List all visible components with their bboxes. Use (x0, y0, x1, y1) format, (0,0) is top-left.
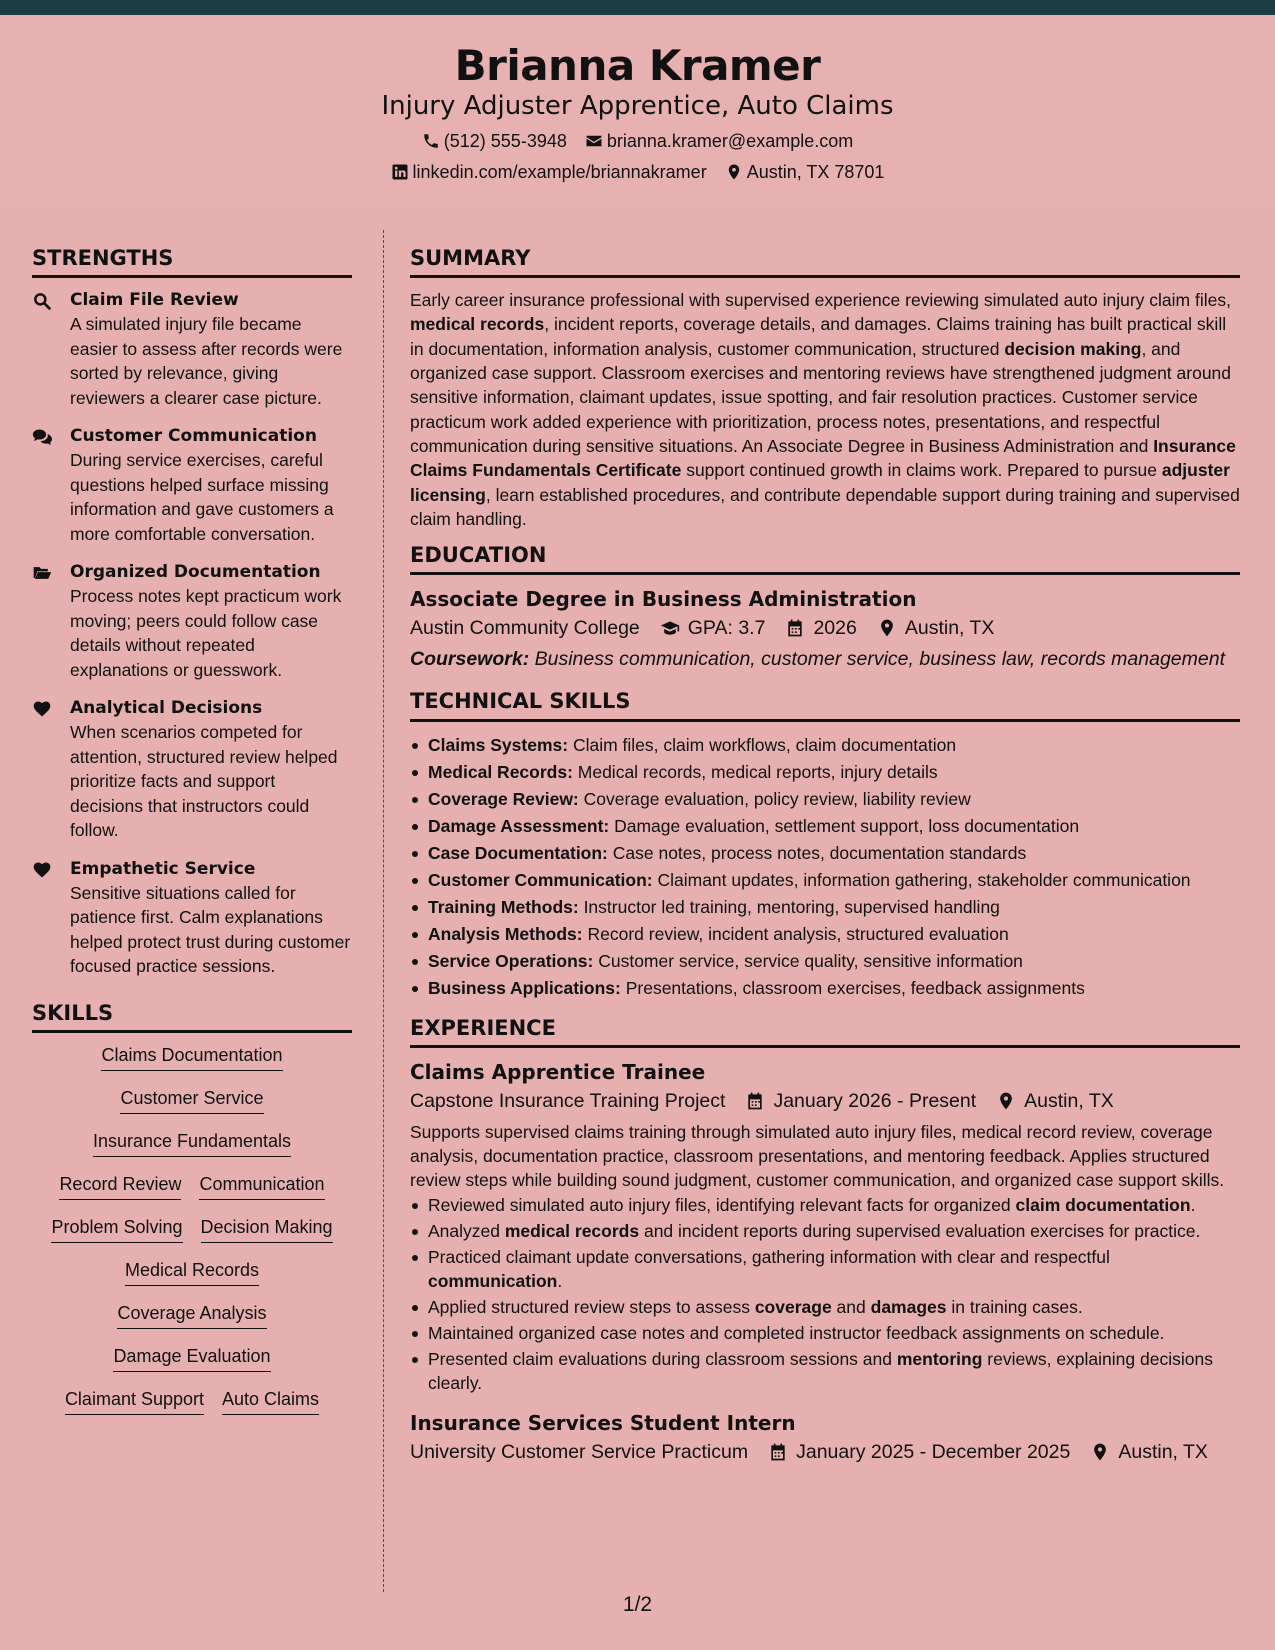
summary-fragment: , learn established procedures, and contribute dependable support during training and supervised claim handling. (410, 484, 1240, 529)
summary-emphasis: medical records (410, 314, 545, 335)
column-divider (383, 230, 384, 1592)
job-organization: Capstone Insurance Training Project (410, 1089, 726, 1112)
skill-tag: Coverage Analysis (117, 1301, 266, 1329)
technical-skill-label: Service Operations: (428, 950, 594, 971)
technical-skill-value: Claimant updates, information gathering, stakeholder communication (652, 869, 1191, 890)
page-number: 1/2 (622, 1593, 653, 1616)
strength-description: During service exercises, careful questions helped surface missing information and gave customers a more comfortable conversation. (70, 450, 334, 544)
bullet-fragment: in training cases. (946, 1296, 1083, 1317)
summary-fragment: , incident reports, coverage details, and damages. Claims training has built practical skill in documentation, information analysis, customer communication, structured (410, 314, 1227, 359)
strengths-heading: STRENGTHS (32, 246, 352, 278)
job-meta (410, 1437, 1240, 1467)
bullet-emphasis: claim documentation (1015, 1194, 1191, 1215)
job-dates: January 2025 - December 2025 (796, 1440, 1071, 1463)
skill-tag: Claims Documentation (101, 1043, 282, 1071)
search-icon (32, 291, 52, 311)
technical-skill-label: Analysis Methods: (428, 923, 583, 944)
skill-row (32, 1301, 352, 1329)
strength-description: When scenarios competed for attention, structured review helped prioritize facts and support decisions that instructors could follow. (70, 722, 338, 841)
technical-skill-item (410, 786, 1240, 813)
experience-list (410, 1058, 1240, 1467)
job-bullet (410, 1321, 1240, 1345)
technical-skill-value: Presentations, classroom exercises, feedback assignments (620, 977, 1085, 998)
technical-skills-heading: TECHNICAL SKILLS (410, 689, 1240, 721)
strength-item (32, 857, 352, 979)
skill-row (32, 1344, 352, 1372)
calendar-icon (745, 1091, 765, 1111)
experience-heading: EXPERIENCE (410, 1016, 1240, 1048)
technical-skill-item (410, 948, 1240, 975)
phone-icon (422, 132, 440, 150)
calendar-icon (768, 1442, 788, 1462)
job-location: Austin, TX (1118, 1440, 1208, 1463)
technical-skill-item (410, 759, 1240, 786)
strength-body (70, 424, 352, 546)
skills-list (32, 1043, 352, 1415)
summary-emphasis: adjuster licensing (410, 460, 1230, 505)
job-title: Insurance Services Student Intern (410, 1410, 796, 1435)
technical-skill-value: Claim files, claim workflows, claim documentation (568, 734, 957, 755)
skill-tag: Claimant Support (65, 1387, 204, 1415)
map-pin-icon (996, 1091, 1016, 1111)
experience-entry (410, 1058, 1240, 1395)
bullet-fragment: Analyzed (428, 1220, 505, 1241)
technical-skill-label: Coverage Review: (428, 788, 579, 809)
job-bullet (410, 1347, 1240, 1395)
linkedin-icon (391, 163, 409, 181)
skill-tag: Decision Making (201, 1215, 333, 1243)
skill-tag: Record Review (59, 1172, 181, 1200)
strength-item (32, 696, 352, 843)
resume-header (0, 15, 1275, 205)
graduation-year: 2026 (813, 617, 857, 640)
education-location: Austin, TX (904, 617, 995, 640)
bullet-fragment: Applied structured review steps to assess (428, 1296, 755, 1317)
technical-skill-value: Coverage evaluation, policy review, liability review (578, 788, 971, 809)
strength-item (32, 424, 352, 546)
location-text: Austin, TX 78701 (746, 162, 885, 183)
technical-skill-label: Customer Communication: (428, 869, 653, 890)
technical-skill-label: Training Methods: (428, 896, 579, 917)
technical-skills-list (410, 732, 1240, 1002)
technical-skill-value: Record review, incident analysis, structured evaluation (582, 923, 1009, 944)
summary-heading: SUMMARY (410, 246, 1240, 278)
strength-title: Analytical Decisions (70, 698, 263, 719)
technical-skill-label: Damage Assessment: (428, 815, 610, 836)
job-dates: January 2026 - Present (773, 1089, 977, 1112)
strength-title: Claim File Review (70, 290, 239, 311)
technical-skill-item (410, 732, 1240, 759)
job-organization: University Customer Service Practicum (410, 1440, 749, 1463)
candidate-title: Injury Adjuster Apprentice, Auto Claims (381, 91, 894, 122)
skill-row (32, 1129, 352, 1157)
map-pin-icon (725, 163, 743, 181)
gpa-text: GPA: 3.7 (687, 617, 766, 640)
coursework-text: Business communication, customer service, business law, records management (529, 648, 1226, 671)
technical-skill-item (410, 894, 1240, 921)
coursework-label: Coursework: (410, 648, 530, 671)
strength-body (70, 560, 352, 682)
technical-skill-value: Instructor led training, mentoring, supervised handling (578, 896, 1000, 917)
bullet-emphasis: mentoring (896, 1348, 983, 1369)
strength-icon-cell (32, 696, 70, 843)
job-bullet (410, 1193, 1240, 1217)
technical-skill-label: Medical Records: (428, 761, 573, 782)
job-title: Claims Apprentice Trainee (410, 1059, 706, 1084)
skill-tag: Insurance Fundamentals (93, 1129, 291, 1157)
technical-skill-item (410, 921, 1240, 948)
phone-item (422, 129, 567, 153)
linkedin-item[interactable] (391, 160, 707, 184)
job-description: Supports supervised claims training through simulated auto injury files, medical record review, coverage analysis, documentation practice, classroom presentations, and mentoring feedback. Applies structured review steps while building sound judgment, customer communication, and organized case support skills. (410, 1121, 1225, 1191)
strength-item (32, 560, 352, 682)
technical-skill-label: Case Documentation: (428, 842, 608, 863)
coursework (410, 647, 1240, 671)
bullet-fragment: Reviewed simulated auto injury files, identifying relevant facts for organized (428, 1194, 1016, 1215)
skill-row (32, 1215, 352, 1243)
job-bullet (410, 1219, 1240, 1243)
bullet-fragment: . (557, 1270, 563, 1291)
experience-entry (410, 1409, 1240, 1467)
summary-fragment: support continued growth in claims work. Prepared to pursue (681, 460, 1162, 481)
strength-description: A simulated injury file became easier to assess after records were sorted by relevance, giving reviewers a clearer case picture. (70, 314, 343, 408)
skill-row (32, 1172, 352, 1200)
skill-tag: Customer Service (120, 1086, 263, 1114)
bullet-fragment: . (1190, 1194, 1196, 1215)
right-column (410, 246, 1240, 1467)
summary-emphasis: Insurance Claims Fundamentals Certificate (410, 435, 1236, 481)
skill-tag: Communication (199, 1172, 324, 1200)
technical-skill-item (410, 867, 1240, 894)
strength-body (70, 288, 352, 410)
technical-skill-value: Case notes, process notes, documentation standards (607, 842, 1027, 863)
strength-icon-cell (32, 560, 70, 682)
summary-text (410, 288, 1240, 531)
strength-body (70, 696, 352, 843)
strength-title: Empathetic Service (70, 858, 256, 879)
strength-description: Sensitive situations called for patience first. Calm explanations helped protect trust during customer focused practice sessions. (70, 882, 351, 977)
skill-row (32, 1258, 352, 1286)
summary-fragment: Early career insurance professional with supervised experience reviewing simulated auto injury claim files, (410, 290, 1231, 311)
technical-skill-item (410, 840, 1240, 867)
strength-icon-cell (32, 424, 70, 546)
folder-open-icon (32, 563, 52, 583)
comments-icon (32, 427, 52, 447)
linkedin-text: linkedin.com/example/briannakramer (412, 162, 707, 183)
location-item (725, 160, 885, 184)
bullet-fragment: and incident reports during supervised evaluation exercises for practice. (639, 1220, 1201, 1241)
bullet-fragment: Presented claim evaluations during classroom sessions and (428, 1348, 897, 1369)
skill-tag: Problem Solving (51, 1215, 182, 1243)
heart-icon (32, 699, 52, 719)
skill-tag: Medical Records (125, 1258, 259, 1286)
bullet-emphasis: coverage (754, 1296, 832, 1317)
bullet-fragment: reviews, explaining decisions clearly. (428, 1348, 1213, 1393)
skill-tag: Auto Claims (222, 1387, 319, 1415)
skill-row (32, 1043, 352, 1071)
technical-skill-label: Claims Systems: (428, 734, 569, 755)
strength-title: Organized Documentation (70, 562, 321, 583)
map-pin-icon (1090, 1442, 1110, 1462)
school-name: Austin Community College (410, 617, 640, 640)
education-meta (410, 613, 1240, 643)
strengths-list (32, 288, 352, 979)
candidate-name: Brianna Kramer (454, 41, 821, 90)
strength-body (70, 857, 352, 979)
calendar-icon (785, 618, 805, 638)
job-bullet (410, 1245, 1240, 1293)
job-meta (410, 1086, 1240, 1116)
strength-description: Process notes kept practicum work moving; peers could follow case details without repeated explanations or guesswork. (70, 586, 342, 680)
bullet-fragment: and (831, 1296, 871, 1317)
technical-skill-value: Medical records, medical reports, injury details (572, 761, 938, 782)
heart-icon (32, 860, 52, 880)
map-pin-icon (877, 618, 897, 638)
job-location: Austin, TX (1024, 1089, 1114, 1112)
summary-emphasis: decision making (1004, 338, 1142, 359)
degree-title: Associate Degree in Business Administration (410, 587, 917, 612)
strength-icon-cell (32, 288, 70, 410)
bullet-emphasis: damages (870, 1296, 947, 1317)
technical-skill-value: Customer service, service quality, sensitive information (593, 950, 1023, 971)
strength-title: Customer Communication (70, 426, 317, 447)
technical-skill-value: Damage evaluation, settlement support, loss documentation (609, 815, 1080, 836)
email-item[interactable] (585, 129, 853, 153)
skill-row (32, 1387, 352, 1415)
left-column (32, 246, 352, 1430)
bullet-fragment: Practiced claimant update conversations, gathering information with clear and respectful (428, 1246, 1110, 1267)
contact-row-2 (0, 160, 1275, 184)
summary-fragment: , and organized case support. Classroom exercises and mentoring reviews have strengthened judgment around sensitive information, claimant updates, issue spotting, and fair resolution practices. Customer service practicum work added experience with prioritization, process notes, presentations, and respectful communication during sensitive situations. An Associate Degree in Business Administration and (410, 338, 1232, 456)
bullet-fragment: Maintained organized case notes and completed instructor feedback assignments on schedule. (428, 1322, 1165, 1343)
envelope-icon (585, 132, 603, 150)
bullet-emphasis: medical records (504, 1220, 640, 1241)
strength-icon-cell (32, 857, 70, 979)
phone-text: (512) 555-3948 (443, 131, 567, 152)
top-accent-bar (0, 0, 1275, 15)
strength-item (32, 288, 352, 410)
skills-heading: SKILLS (32, 1001, 352, 1033)
graduation-cap-icon (660, 618, 680, 638)
email-text: brianna.kramer@example.com (606, 131, 854, 152)
education-heading: EDUCATION (410, 543, 1240, 575)
technical-skill-item (410, 813, 1240, 840)
contact-row-1 (0, 129, 1275, 153)
technical-skill-label: Business Applications: (428, 977, 621, 998)
bullet-emphasis: communication (428, 1270, 558, 1291)
job-bullet (410, 1295, 1240, 1319)
job-bullets (410, 1193, 1240, 1395)
technical-skill-item (410, 975, 1240, 1002)
skill-row (32, 1086, 352, 1114)
skill-tag: Damage Evaluation (113, 1344, 270, 1372)
